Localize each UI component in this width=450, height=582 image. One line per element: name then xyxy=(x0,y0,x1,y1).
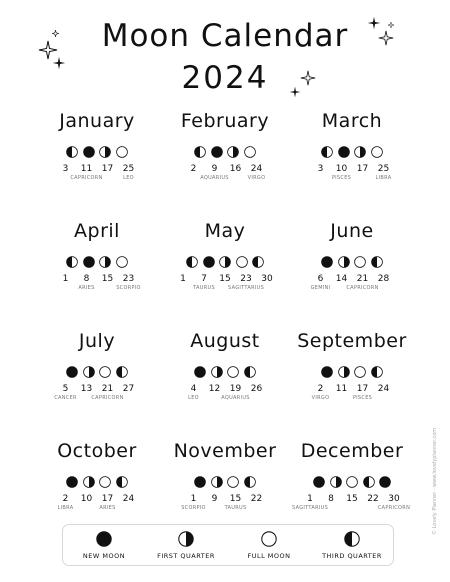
zodiac-sign: SAGITTARIUS xyxy=(228,285,265,291)
phase-row xyxy=(277,146,427,159)
third-moon-phase-icon xyxy=(363,476,375,488)
date-number: 3 xyxy=(62,164,69,174)
phase-date xyxy=(239,494,275,505)
date-number: 9 xyxy=(211,494,218,504)
month-name: August xyxy=(190,330,260,352)
zodiac-sign: CANCER xyxy=(54,395,77,401)
third-moon-phase-icon xyxy=(66,256,78,268)
phase-date xyxy=(111,274,147,292)
date-number: 26 xyxy=(250,384,263,394)
third-moon-phase-icon xyxy=(321,146,333,158)
date-number: 30 xyxy=(261,274,273,284)
new-moon-phase-icon xyxy=(83,256,95,268)
date-number: 9 xyxy=(211,164,218,174)
phase-date xyxy=(239,164,275,182)
date-number: 1 xyxy=(180,274,186,284)
new-moon-phase-icon xyxy=(211,146,223,158)
date-number: 15 xyxy=(346,494,358,504)
full-moon-phase-icon xyxy=(354,256,366,268)
new-moon-phase-icon xyxy=(194,366,206,378)
full-moon-phase-icon xyxy=(99,366,111,378)
phase-date xyxy=(111,164,147,182)
page-title: Moon Calendar xyxy=(101,18,349,54)
legend-label: NEW MOON xyxy=(82,552,126,560)
zodiac-sign: VIRGO xyxy=(311,395,330,401)
first-moon-phase-icon xyxy=(338,366,350,378)
month-name: April xyxy=(74,220,120,242)
date-number: 7 xyxy=(201,274,207,284)
full-moon-phase-icon xyxy=(227,366,239,378)
sparkle-icon xyxy=(378,30,394,46)
new-moon-phase-icon xyxy=(338,146,350,158)
sparkle-icon xyxy=(367,16,381,30)
zodiac-sign: SCORPIO xyxy=(116,285,141,291)
date-number: 21 xyxy=(101,384,114,394)
zodiac-sign: CAPRICORN xyxy=(377,505,411,511)
month-name: December xyxy=(300,440,404,462)
zodiac-sign: LIBRA xyxy=(57,505,74,511)
third-quarter-icon xyxy=(344,531,360,547)
month-name: January xyxy=(59,110,135,132)
date-number: 10 xyxy=(335,164,348,174)
legend-label: THIRD QUARTER xyxy=(322,552,382,560)
new-moon-phase-icon xyxy=(321,366,333,378)
first-moon-phase-icon xyxy=(354,146,366,158)
sparkle-icon xyxy=(388,22,394,28)
date-number: 30 xyxy=(388,494,400,504)
zodiac-sign: ARIES xyxy=(78,285,95,291)
sparkle-icon xyxy=(289,86,301,98)
date-number: 22 xyxy=(367,494,379,504)
date-number: 2 xyxy=(317,384,324,394)
phase-date xyxy=(366,384,402,395)
zodiac-sign: CAPRICORN xyxy=(346,285,379,291)
zodiac-sign: SCORPIO xyxy=(181,505,206,511)
month-name: July xyxy=(78,330,116,352)
date-number: 17 xyxy=(356,164,369,174)
legend-label: FIRST QUARTER xyxy=(157,552,215,560)
month-june xyxy=(277,220,427,330)
date-number: 1 xyxy=(307,494,313,504)
new-moon-phase-icon xyxy=(66,366,78,378)
full-moon-phase-icon xyxy=(244,146,256,158)
zodiac-sign: TAURUS xyxy=(193,285,215,291)
sparkle-icon xyxy=(52,56,66,70)
date-number: 13 xyxy=(80,384,93,394)
date-number: 28 xyxy=(377,274,390,284)
first-moon-phase-icon xyxy=(211,476,223,488)
date-number: 11 xyxy=(80,164,93,174)
full-moon-phase-icon xyxy=(346,476,358,488)
first-moon-phase-icon xyxy=(83,366,95,378)
full-moon-phase-icon xyxy=(116,256,128,268)
date-number: 6 xyxy=(317,274,324,284)
phase-dates xyxy=(277,494,427,522)
date-number: 15 xyxy=(101,274,114,284)
legend-item-first-quarter xyxy=(145,525,227,565)
month-name: June xyxy=(330,220,374,242)
first-moon-phase-icon xyxy=(330,476,342,488)
date-number: 2 xyxy=(62,494,69,504)
zodiac-sign: PISCES xyxy=(331,175,352,181)
third-moon-phase-icon xyxy=(194,146,206,158)
full-moon-phase-icon xyxy=(99,476,111,488)
full-moon-phase-icon xyxy=(116,146,128,158)
date-number: 14 xyxy=(335,274,348,284)
date-number: 23 xyxy=(122,274,135,284)
sparkle-icon xyxy=(52,30,59,37)
date-number: 10 xyxy=(80,494,93,504)
zodiac-sign: LEO xyxy=(123,175,134,181)
date-number: 8 xyxy=(328,494,334,504)
date-number: 27 xyxy=(122,384,135,394)
legend-item-third-quarter xyxy=(311,525,393,565)
first-quarter-icon xyxy=(178,531,194,547)
date-number: 4 xyxy=(190,384,197,394)
date-number: 24 xyxy=(250,164,263,174)
zodiac-sign: AQUARIUS xyxy=(200,175,229,181)
new-moon-phase-icon xyxy=(194,476,206,488)
zodiac-sign: AQUARIUS xyxy=(221,395,250,401)
date-number: 3 xyxy=(317,164,324,174)
zodiac-sign: GEMINI xyxy=(310,285,331,291)
date-number: 19 xyxy=(229,384,242,394)
third-moon-phase-icon xyxy=(252,256,264,268)
full-moon-phase-icon xyxy=(371,146,383,158)
new-moon-phase-icon xyxy=(83,146,95,158)
phase-row xyxy=(277,256,427,269)
date-number: 15 xyxy=(229,494,242,504)
date-number: 17 xyxy=(101,164,114,174)
full-moon-icon xyxy=(261,531,277,547)
phase-dates xyxy=(277,384,427,412)
date-number: 24 xyxy=(377,384,390,394)
month-name: May xyxy=(204,220,246,242)
date-number: 25 xyxy=(377,164,390,174)
date-number: 1 xyxy=(62,274,69,284)
zodiac-sign: CAPRICORN xyxy=(70,175,103,181)
new-moon-phase-icon xyxy=(66,476,78,488)
zodiac-sign: LIBRA xyxy=(375,175,392,181)
date-number: 2 xyxy=(190,164,197,174)
third-moon-phase-icon xyxy=(116,476,128,488)
date-number: 12 xyxy=(208,384,221,394)
zodiac-sign: SAGITTARIUS xyxy=(292,505,329,511)
date-number: 25 xyxy=(122,164,135,174)
month-name: October xyxy=(57,440,137,462)
legend-item-full-moon xyxy=(228,525,310,565)
date-number: 16 xyxy=(229,164,242,174)
first-moon-phase-icon xyxy=(99,146,111,158)
first-moon-phase-icon xyxy=(83,476,95,488)
zodiac-sign: VIRGO xyxy=(247,175,266,181)
copyright-credit: © Lovely Planner · www.lovelyplanner.com xyxy=(432,427,438,535)
year-title: 2024 xyxy=(181,60,269,96)
date-number: 24 xyxy=(122,494,135,504)
date-number: 23 xyxy=(240,274,252,284)
legend-item-new-moon xyxy=(63,525,145,565)
phase-date xyxy=(111,494,147,505)
third-moon-phase-icon xyxy=(186,256,198,268)
new-moon-phase-icon xyxy=(379,476,391,488)
phase-date xyxy=(239,384,275,395)
date-number: 17 xyxy=(101,494,114,504)
month-name: March xyxy=(321,110,383,132)
phase-legend xyxy=(62,524,394,566)
month-name: November xyxy=(173,440,277,462)
full-moon-phase-icon xyxy=(227,476,239,488)
date-number: 15 xyxy=(219,274,231,284)
month-name: February xyxy=(180,110,270,132)
zodiac-sign: LEO xyxy=(188,395,199,401)
sparkle-icon xyxy=(300,70,316,86)
first-moon-phase-icon xyxy=(219,256,231,268)
full-moon-phase-icon xyxy=(354,366,366,378)
new-moon-icon xyxy=(96,531,112,547)
month-march xyxy=(277,110,427,220)
first-moon-phase-icon xyxy=(99,256,111,268)
phase-row xyxy=(277,366,427,379)
date-number: 22 xyxy=(250,494,263,504)
third-moon-phase-icon xyxy=(244,366,256,378)
date-number: 5 xyxy=(62,384,69,394)
phase-date xyxy=(366,164,402,182)
date-number: 17 xyxy=(356,384,369,394)
month-september xyxy=(277,330,427,440)
legend-label: FULL MOON xyxy=(247,552,291,560)
full-moon-phase-icon xyxy=(236,256,248,268)
phase-dates xyxy=(277,164,427,192)
date-number: 8 xyxy=(83,274,90,284)
phase-date xyxy=(376,494,412,512)
third-moon-phase-icon xyxy=(66,146,78,158)
first-moon-phase-icon xyxy=(338,256,350,268)
first-moon-phase-icon xyxy=(211,366,223,378)
new-moon-phase-icon xyxy=(321,256,333,268)
first-moon-phase-icon xyxy=(227,146,239,158)
phase-dates xyxy=(277,274,427,302)
phase-row xyxy=(277,476,427,489)
zodiac-sign: ARIES xyxy=(99,505,116,511)
third-moon-phase-icon xyxy=(371,256,383,268)
third-moon-phase-icon xyxy=(116,366,128,378)
date-number: 11 xyxy=(335,384,348,394)
date-number: 1 xyxy=(190,494,197,504)
month-name: September xyxy=(297,330,407,352)
phase-date xyxy=(366,274,402,285)
phase-date xyxy=(111,384,147,395)
date-number: 21 xyxy=(356,274,369,284)
new-moon-phase-icon xyxy=(313,476,325,488)
zodiac-sign: CAPRICORN xyxy=(91,395,124,401)
zodiac-sign: PISCES xyxy=(352,395,373,401)
third-moon-phase-icon xyxy=(244,476,256,488)
zodiac-sign: TAURUS xyxy=(224,505,247,511)
third-moon-phase-icon xyxy=(371,366,383,378)
new-moon-phase-icon xyxy=(203,256,215,268)
